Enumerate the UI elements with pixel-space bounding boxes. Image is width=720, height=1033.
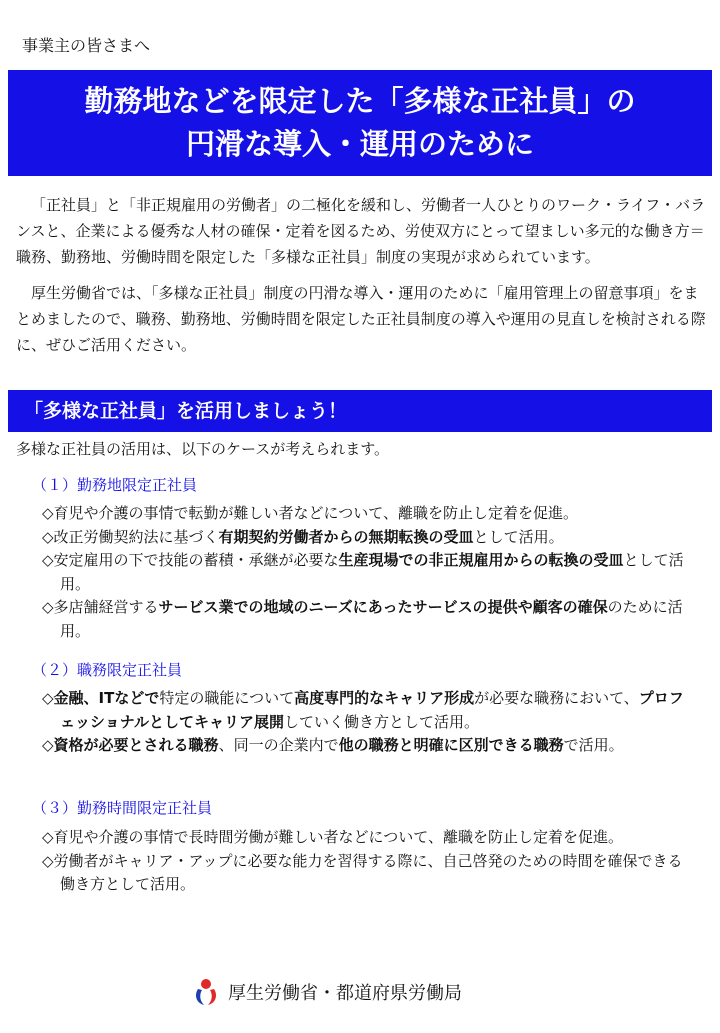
bold-text: 有期契約労働者からの無期転換の受皿 [218,527,474,546]
mhlw-logo-icon [192,977,220,1007]
bullet-item [42,687,692,734]
intro-paragraph-2: 厚生労働省では、「多様な正社員」制度の円滑な導入・運用のために「雇用管理上の留意事項」をまとめましたので、職務、勤務地、労働時間を限定した正社員制度の導入や運用の見直しを検討される際に、ぜひご活用ください。 [16,284,706,354]
category-title-hours: （３）勤務時間限定正社員 [32,799,213,817]
text-segment: ◇ [42,736,54,754]
text-segment: ◇労働者がキャリア・アップに必要な能力を習得する際に、自己啓発のための時間を確保できる働き方として活用。 [42,851,683,893]
text-segment: で活用。 [563,736,624,754]
addressee: 事業主の皆さまへ [22,36,151,55]
title-line-1: 勤務地などを限定した「多様な正社員」の [84,84,636,118]
section-heading: 「多様な正社員」を活用しましょう！ [8,390,712,432]
bold-text: サービス業での地域のニーズにあったサービスの提供や顧客の確保 [158,598,608,616]
bold-text: 生産現場での非正規雇用からの転換の受皿 [338,551,624,569]
category-items [42,502,692,643]
text-segment: として活用。 [473,527,564,546]
title-line-2: 円滑な導入・運用のために [185,127,534,161]
text-segment: 、同一の企業内で [218,736,339,754]
title-banner [8,70,712,176]
text-segment: ◇多店舗経営する [42,598,159,616]
bold-text: 金融、ITなどで [53,689,160,707]
text-segment: ◇改正労働契約法に基づく [42,527,219,546]
section-lead: 多様な正社員の活用は、以下のケースが考えられます。 [16,440,390,458]
bullet-item [42,526,692,550]
text-segment: していく働き方として活用。 [283,712,479,731]
bullet-item [42,850,692,897]
text-segment: が必要な職務において、 [474,689,639,707]
bullet-item [42,502,692,526]
bullet-item [42,596,692,643]
intro-paragraph-1: 「正社員」と「非正規雇用の労働者」の二極化を緩和し、労働者一人ひとりのワーク・ライフ・バランスと、企業による優秀な人材の確保・定着を図るため、労使双方にとって望ましい多元的な働き方＝職務、勤務地、労働時間を限定した「多様な正社員」制度の実現が求められています。 [16,196,706,266]
text-segment: ◇安定雇用の下で技能の蓄積・承継が必要な [42,551,339,569]
text-segment: のために活用。 [60,598,683,640]
bullet-item [42,549,692,596]
category-items [42,687,692,758]
footer-organization: 厚生労働省・都道府県労働局 [228,983,462,1004]
category-items [42,826,692,897]
text-segment: として活用。 [60,551,684,593]
category-title-location: （１）勤務地限定正社員 [32,476,198,494]
bold-text: 資格が必要とされる職務 [53,736,219,754]
text-segment: 特定の職能について [159,689,295,707]
intro-text [16,192,712,368]
category-title-job: （２）職務限定正社員 [32,661,183,679]
bold-text: 他の職務と明確に区別できる職務 [338,736,564,754]
bold-text: プロフェッショナルとしてキャリア展開 [60,689,684,731]
bullet-item [42,826,692,850]
bullet-item [42,734,692,758]
text-segment: ◇育児や介護の事情で転勤が難しい者などについて、離職を防止し定着を促進。 [42,504,578,522]
text-segment: ◇ [42,689,54,707]
footer [192,977,462,1007]
bold-text: 高度専門的なキャリア形成 [294,689,475,707]
text-segment: ◇育児や介護の事情で長時間労働が難しい者などについて、離職を防止し定着を促進。 [42,828,623,846]
